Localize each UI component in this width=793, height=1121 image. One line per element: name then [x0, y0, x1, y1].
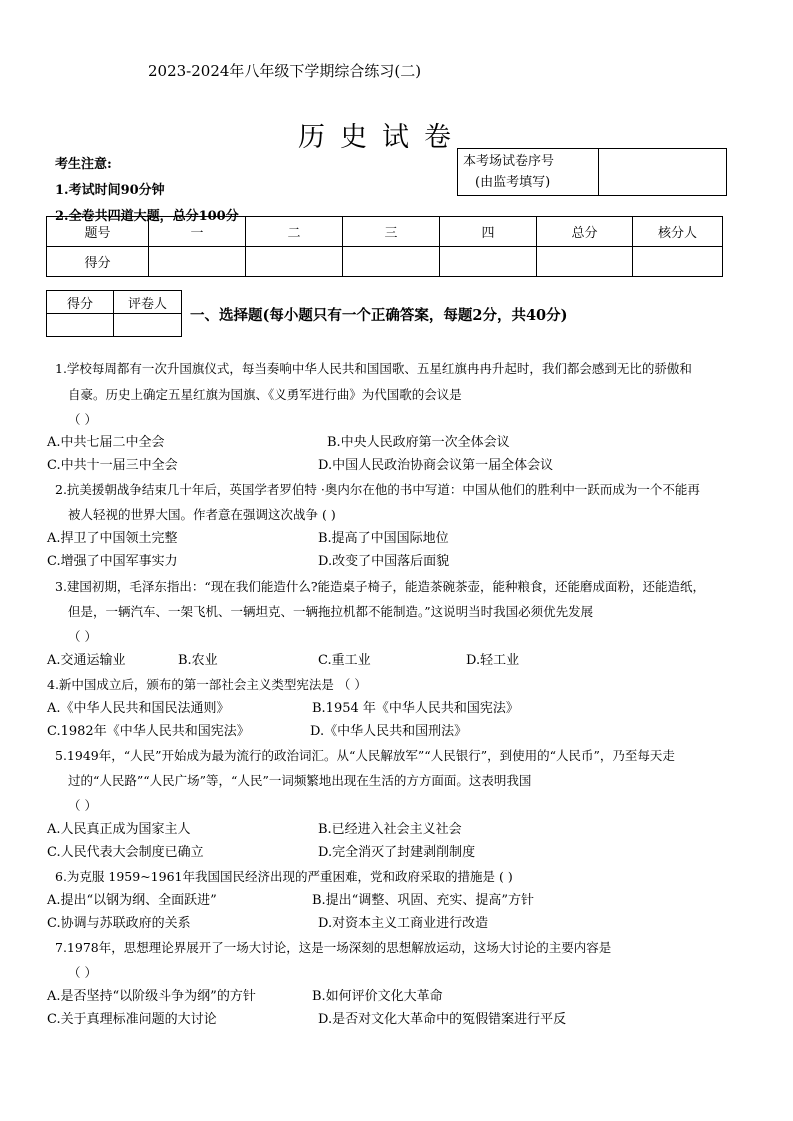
question-7-option-a[interactable]: A.是否坚持“以阶级斗争为纲”的方针	[47, 989, 256, 1004]
question-7-option-b[interactable]: B.如何评价文化大革命	[312, 989, 443, 1004]
question-2-line: 被人轻视的世界大国。作者意在强调这次战争 ( )	[68, 507, 336, 522]
score-header-cell: 核分人	[633, 217, 723, 247]
score-cell[interactable]	[343, 247, 440, 277]
question-4-option-a[interactable]: A.《中华人民共和国民法通则》	[47, 701, 230, 716]
score-header-cell: 四	[440, 217, 537, 247]
question-7-blank: （ ）	[68, 965, 97, 980]
question-2-option-c[interactable]: C.增强了中国军事实力	[47, 554, 178, 569]
question-5-line: 过的“人民路”“人民广场”等，“人民”一词频繁地出现在生活的方方面面。这表明我国	[68, 773, 532, 788]
question-1-line: 自豪。历史上确定五星红旗为国旗、《义勇军进行曲》为代国歌的会议是	[68, 387, 462, 402]
question-4-option-b[interactable]: B.1954 年《中华人民共和国宪法》	[312, 701, 519, 716]
question-1-blank: （ ）	[68, 412, 97, 427]
question-4-line: 4.新中国成立后，颁布的第一部社会主义类型宪法是 （ ）	[47, 677, 367, 692]
question-7-option-c[interactable]: C.关于真理标准问题的大讨论	[47, 1012, 217, 1027]
question-2-line: 2.抗美援朝战争结束几十年后，英国学者罗伯特 ·奥内尔在他的书中写道：中国从他们的胜利中一跃而成为一个不能再	[55, 482, 700, 497]
exam-title: 历史试卷	[298, 122, 466, 153]
score-row-label: 得分	[47, 247, 149, 277]
notice-item-time: 1.考试时间90分钟	[55, 183, 165, 198]
question-6-option-b[interactable]: B.提出“调整、巩固、充实、提高”方针	[312, 893, 534, 908]
score-table-header-row	[47, 217, 723, 247]
question-5-blank: （ ）	[68, 798, 97, 813]
question-4-option-d[interactable]: D.《中华人民共和国刑法》	[310, 724, 468, 739]
score-header-cell: 总分	[537, 217, 633, 247]
score-cell[interactable]	[537, 247, 633, 277]
question-7-option-d[interactable]: D.是否对文化大革命中的冤假错案进行平反	[318, 1012, 567, 1027]
question-7-line: 7.1978年，思想理论界展开了一场大讨论，这是一场深刻的思想解放运动，这场大讨论的主要内容是	[55, 940, 612, 955]
score-header-cell: 题号	[47, 217, 149, 247]
question-6-option-d[interactable]: D.对资本主义工商业进行改造	[318, 916, 489, 931]
notice-item-score: 2.全卷共四道大题，总分100分	[55, 209, 239, 224]
score-cell[interactable]	[440, 247, 537, 277]
question-5-option-c[interactable]: C.人民代表大会制度已确立	[47, 845, 204, 860]
question-1-option-a[interactable]: A.中共七届二中全会	[47, 435, 165, 450]
question-1-option-b[interactable]: B.中央人民政府第一次全体会议	[327, 435, 510, 450]
question-5-option-b[interactable]: B.已经进入社会主义社会	[318, 822, 462, 837]
score-cell[interactable]	[246, 247, 343, 277]
question-1-option-c[interactable]: C.中共十一届三中全会	[47, 458, 178, 473]
score-cell[interactable]	[149, 247, 246, 277]
score-header-cell: 三	[343, 217, 440, 247]
question-3-option-b[interactable]: B.农业	[178, 653, 218, 668]
question-4-option-c[interactable]: C.1982年《中华人民共和国宪法》	[47, 724, 250, 739]
question-5-option-a[interactable]: A.人民真正成为国家主人	[47, 822, 191, 837]
question-5-line: 5.1949年，“人民”开始成为最为流行的政治词汇。从“人民解放军”“人民银行”，到使用的“人民币”，乃至每天走	[55, 748, 675, 763]
question-5-option-d[interactable]: D.完全消灭了封建剥削制度	[318, 845, 476, 860]
question-1-option-d[interactable]: D.中国人民政治协商会议第一届全体会议	[318, 458, 554, 473]
question-6-line: 6.为克服 1959~1961年我国国民经济出现的严重困难，党和政府采取的措施是 ( )	[55, 869, 513, 884]
score-table-value-row	[47, 247, 723, 277]
question-6-option-a[interactable]: A.提出“以钢为纲、全面跃进”	[47, 893, 217, 908]
question-3-option-c[interactable]: C.重工业	[318, 653, 371, 668]
section-heading-choice: 一、选择题(每小题只有一个正确答案，每题2分，共40分)	[190, 307, 568, 324]
grader-name-cell[interactable]	[114, 314, 182, 337]
question-3-line: 3.建国初期，毛泽东指出：“现在我们能造什么?能造桌子椅子，能造茶碗茶壶，能种粮食，还能磨成面粉，还能造纸，	[55, 579, 706, 594]
score-table	[46, 216, 723, 277]
grader-header-score: 得分	[47, 291, 114, 314]
question-2-option-d[interactable]: D.改变了中国落后面貌	[318, 554, 450, 569]
seq-number-box	[457, 148, 727, 196]
question-2-option-b[interactable]: B.提高了中国国际地位	[318, 531, 449, 546]
question-3-blank: （ ）	[68, 629, 97, 644]
score-cell[interactable]	[633, 247, 723, 277]
question-3-option-a[interactable]: A.交通运输业	[47, 653, 126, 668]
grader-score-cell[interactable]	[47, 314, 114, 337]
notice-heading: 考生注意:	[55, 157, 112, 172]
score-header-cell: 二	[246, 217, 343, 247]
score-header-cell: 一	[149, 217, 246, 247]
exam-subtitle: 2023-2024年八年级下学期综合练习(二)	[148, 62, 422, 80]
seq-label-line2: (由监考填写)	[475, 175, 551, 190]
seq-label-line1: 本考场试卷序号	[463, 154, 555, 169]
question-3-option-d[interactable]: D.轻工业	[466, 653, 520, 668]
question-3-line: 但是，一辆汽车、一架飞机、一辆坦克、一辆拖拉机都不能制造。”这说明当时我国必须优先发展	[68, 604, 594, 619]
question-1-line: 1.学校每周都有一次升国旗仪式，每当奏响中华人民共和国国歌、五星红旗冉冉升起时，我们都会感到无比的骄傲和	[55, 361, 692, 376]
grader-table	[46, 290, 182, 337]
seq-number-value[interactable]	[599, 149, 727, 196]
question-2-option-a[interactable]: A.捍卫了中国领土完整	[47, 531, 178, 546]
question-6-option-c[interactable]: C.协调与苏联政府的关系	[47, 916, 191, 931]
seq-number-label	[458, 149, 599, 196]
grader-header-grader: 评卷人	[114, 291, 182, 314]
